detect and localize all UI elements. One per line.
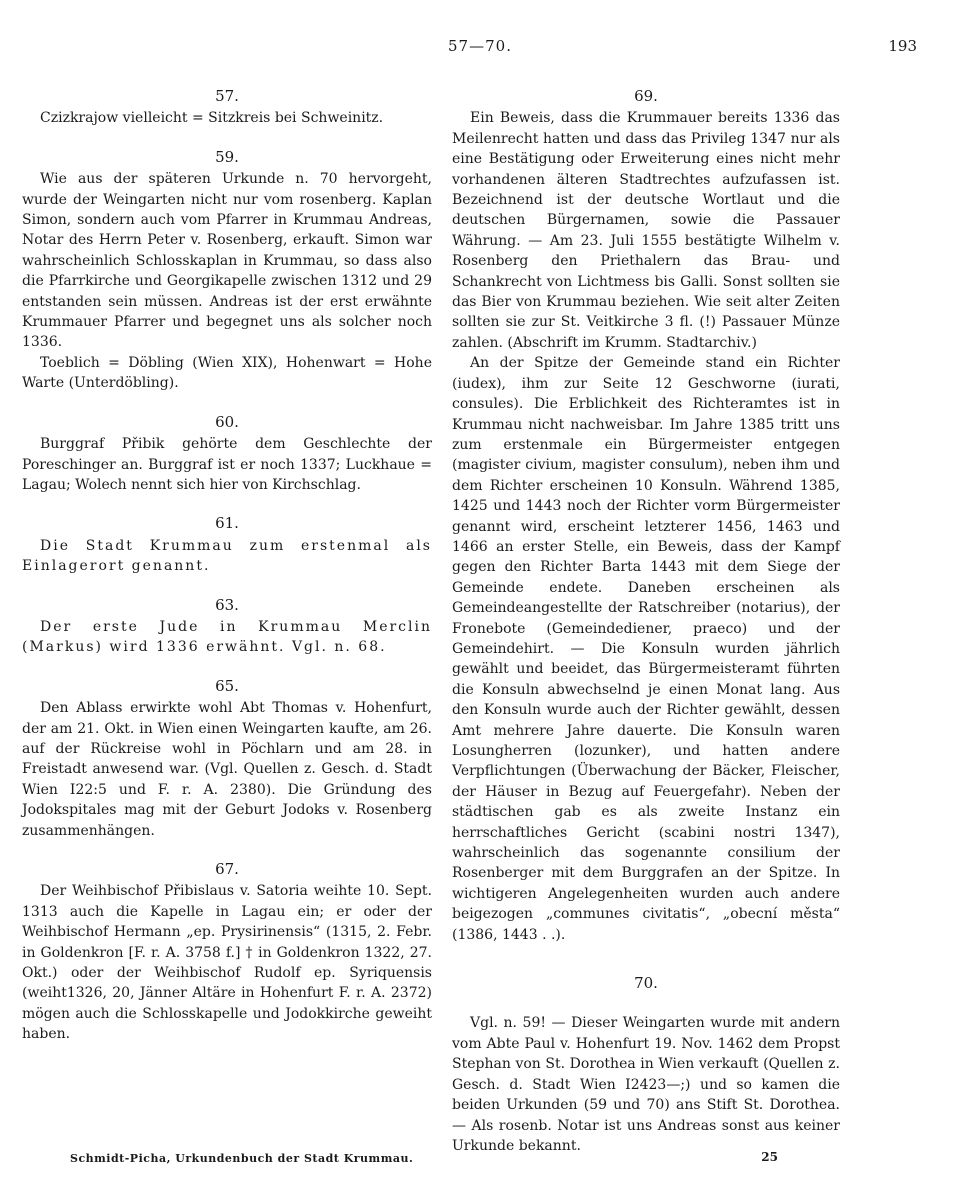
paragraph: Burggraf Přibik gehörte dem Geschlechte der Poreschinger an. Burggraf ist er noch 1337; Luckhaue = Lagau; Wolech nennt sich hier von Kirchschlag. bbox=[22, 436, 432, 493]
paragraph: Die Stadt Krummau zum erstenmal als Einlagerort genannt. bbox=[22, 537, 432, 575]
section-69 bbox=[452, 86, 840, 945]
section-60 bbox=[22, 412, 432, 496]
running-header-range: 57—70. bbox=[448, 37, 512, 55]
paragraph: Der erste Jude in Krummau Merclin (Markus) wird 1336 erwähnt. Vgl. n. 68. bbox=[22, 618, 432, 656]
right-column bbox=[452, 86, 840, 1156]
section-59 bbox=[22, 147, 432, 394]
paragraph: Vgl. n. 59! — Dieser Weingarten wurde mit andern vom Abte Paul v. Hohenfurt 19. Nov. 1462 dem Propst Stephan von St. Dorothea in Wien verkauft (Quellen z. Gesch. d. Stadt Wien I2423—;) und so kamen die beiden Urkunden (59 und 70) ans Stift St. Dorothea. — Als rosenb. Notar ist uns Andreas sonst aus keiner Urkunde bekannt. bbox=[452, 1015, 840, 1154]
section-number: 60. bbox=[215, 412, 239, 431]
paragraph: Wie aus der späteren Urkunde n. 70 hervorgeht, wurde der Weingarten nicht nur vom rosenberg. Kaplan Simon, sondern auch vom Pfarrer in Krummau Andreas, Notar des Herrn Peter v. Rosenberg, erkauft. Simon war wahrscheinlich Schlosskaplan in Krummau, so dass also die Pfarrkirche und Georgikapelle zwischen 1312 und 29 entstanden sein müssen. Andreas ist der erst erwähnte Krummauer Pfarrer und begegnet uns als solcher noch 1336. bbox=[22, 171, 432, 351]
section-number: 57. bbox=[215, 87, 239, 105]
section-65 bbox=[22, 676, 432, 841]
section-number: 61. bbox=[215, 514, 239, 533]
paragraph: Toeblich = Döbling (Wien XIX), Hohenwart = Hohe Warte (Unterdöbling). bbox=[22, 354, 432, 392]
section-number: 69. bbox=[634, 87, 658, 105]
footer-source: Schmidt-Picha, Urkundenbuch der Stadt Krummau. bbox=[70, 1152, 414, 1165]
section-number: 63. bbox=[215, 595, 239, 614]
paragraph: Den Ablass erwirkte wohl Abt Thomas v. Hohenfurt, der am 21. Okt. in Wien einen Weingarten kaufte, am 26. auf der Rückreise wohl in Pöchlarn und am 28. in Freistadt anwesend war. (Vgl. Quellen z. Gesch. d. Stadt Wien I22:5 und F. r. A. 2380). Die Gründung des Jodokspitales mag mit der Geburt Jodoks v. Rosenberg zusammenhängen. bbox=[22, 700, 432, 839]
left-column bbox=[22, 86, 432, 1045]
section-67 bbox=[22, 859, 432, 1045]
section-number: 67. bbox=[215, 860, 239, 878]
section-63 bbox=[22, 595, 432, 658]
section-number: 59. bbox=[215, 147, 239, 166]
paragraph: An der Spitze der Gemeinde stand ein Richter (iudex), ihm zur Seite 12 Geschworne (iurati, consules). Die Erblichkeit des Richteramtes ist in Krummau nicht nachweisbar. Im Jahre 1385 tritt uns zum erstenmale ein Bürgermeister entgegen (magister civium, magister consulum), neben ihm und dem Richter erscheinen 10 Konsuln. Während 1385, 1425 und 1443 noch der Richter vorm Bürgermeister genannt wird, erscheint letzterer 1456, 1463 und 1466 an erster Stelle, ein Beweis, dass der Kampf gegen den Richter Barta 1443 mit dem Siege der Gemeinde endete. Daneben erscheinen als Gemeindeangestellte der Ratschreiber (notarius), der Fronebote (Gemeindediener, praeco) und der Gemeindehirt. — Die Konsuln wurden jährlich gewählt und beeidet, das Bürgermeisteramt führten die Konsuln abwechselnd je einen Monat lang. Aus den Konsuln wurde auch der Richter gewählt, dessen Amt mehrere Jahre dauerte. Die Konsuln waren Losungherren (lozunker), und hatten andere Verpflichtungen (Überwachung der Bäcker, Fleischer, der Häuser in Bezug auf Feuergefahr). Neben der städtischen gab es als zweite Instanz ein herrschaftliches Gericht (scabini nostri 1347), wahrscheinlich das sogenannte consilium der Rosenberger mit dem Burggrafen an der Spitze. In wichtigeren Angelegenheiten wurden auch andere beigezogen „communes civitatis“, „obecní města“ (1386, 1443 . .). bbox=[452, 355, 840, 943]
footer-sheet-number: 25 bbox=[761, 1150, 778, 1164]
paragraph: Czizkrajow vielleicht = Sitzkreis bei Schweinitz. bbox=[40, 110, 384, 127]
section-number: 70. bbox=[634, 974, 658, 993]
page-number: 193 bbox=[888, 37, 917, 55]
paragraph: Der Weihbischof Přibislaus v. Satoria weihte 10. Sept. 1313 auch die Kapelle in Lagau ein; er oder der Weihbischof Hermann „ep. Prysirinensis“ (1315, 2. Febr. in Goldenkron [F. r. A. 3758 f.] † in Goldenkron 1322, 27. Okt.) oder der Weihbischof Rudolf ep. Syriquensis (weiht1326, 20, Jänner Altäre in Hohenfurt F. r. A. 2372) mögen auch die Schlosskapelle und Jodokkirche geweiht haben. bbox=[22, 883, 432, 1043]
paragraph: Ein Beweis, dass die Krummauer bereits 1336 das Meilenrecht hatten und dass das Privileg 1347 nur als eine Bestätigung oder Erweiterung eines nicht mehr vorhandenen älteren Stadtrechtes aufzufassen ist. Bezeichnend ist der deutsche Wortlaut und die deutschen Bürgernamen, sowie die Passauer Währung. — Am 23. Juli 1555 bestätigte Wilhelm v. Rosenberg den Priethalern das Brau- und Schankrecht von Lichtmess bis Galli. Sonst sollten sie das Bier von Krummau beziehen. Wie seit alter Zeiten sollten sie zur St. Veitkirche 3 fl. (!) Passauer Münze zahlen. (Abschrift im Krumm. Stadtarchiv.) bbox=[452, 110, 840, 351]
section-number: 65. bbox=[215, 676, 239, 695]
section-57 bbox=[22, 86, 432, 129]
section-70 bbox=[452, 973, 840, 1156]
section-61 bbox=[22, 513, 432, 576]
